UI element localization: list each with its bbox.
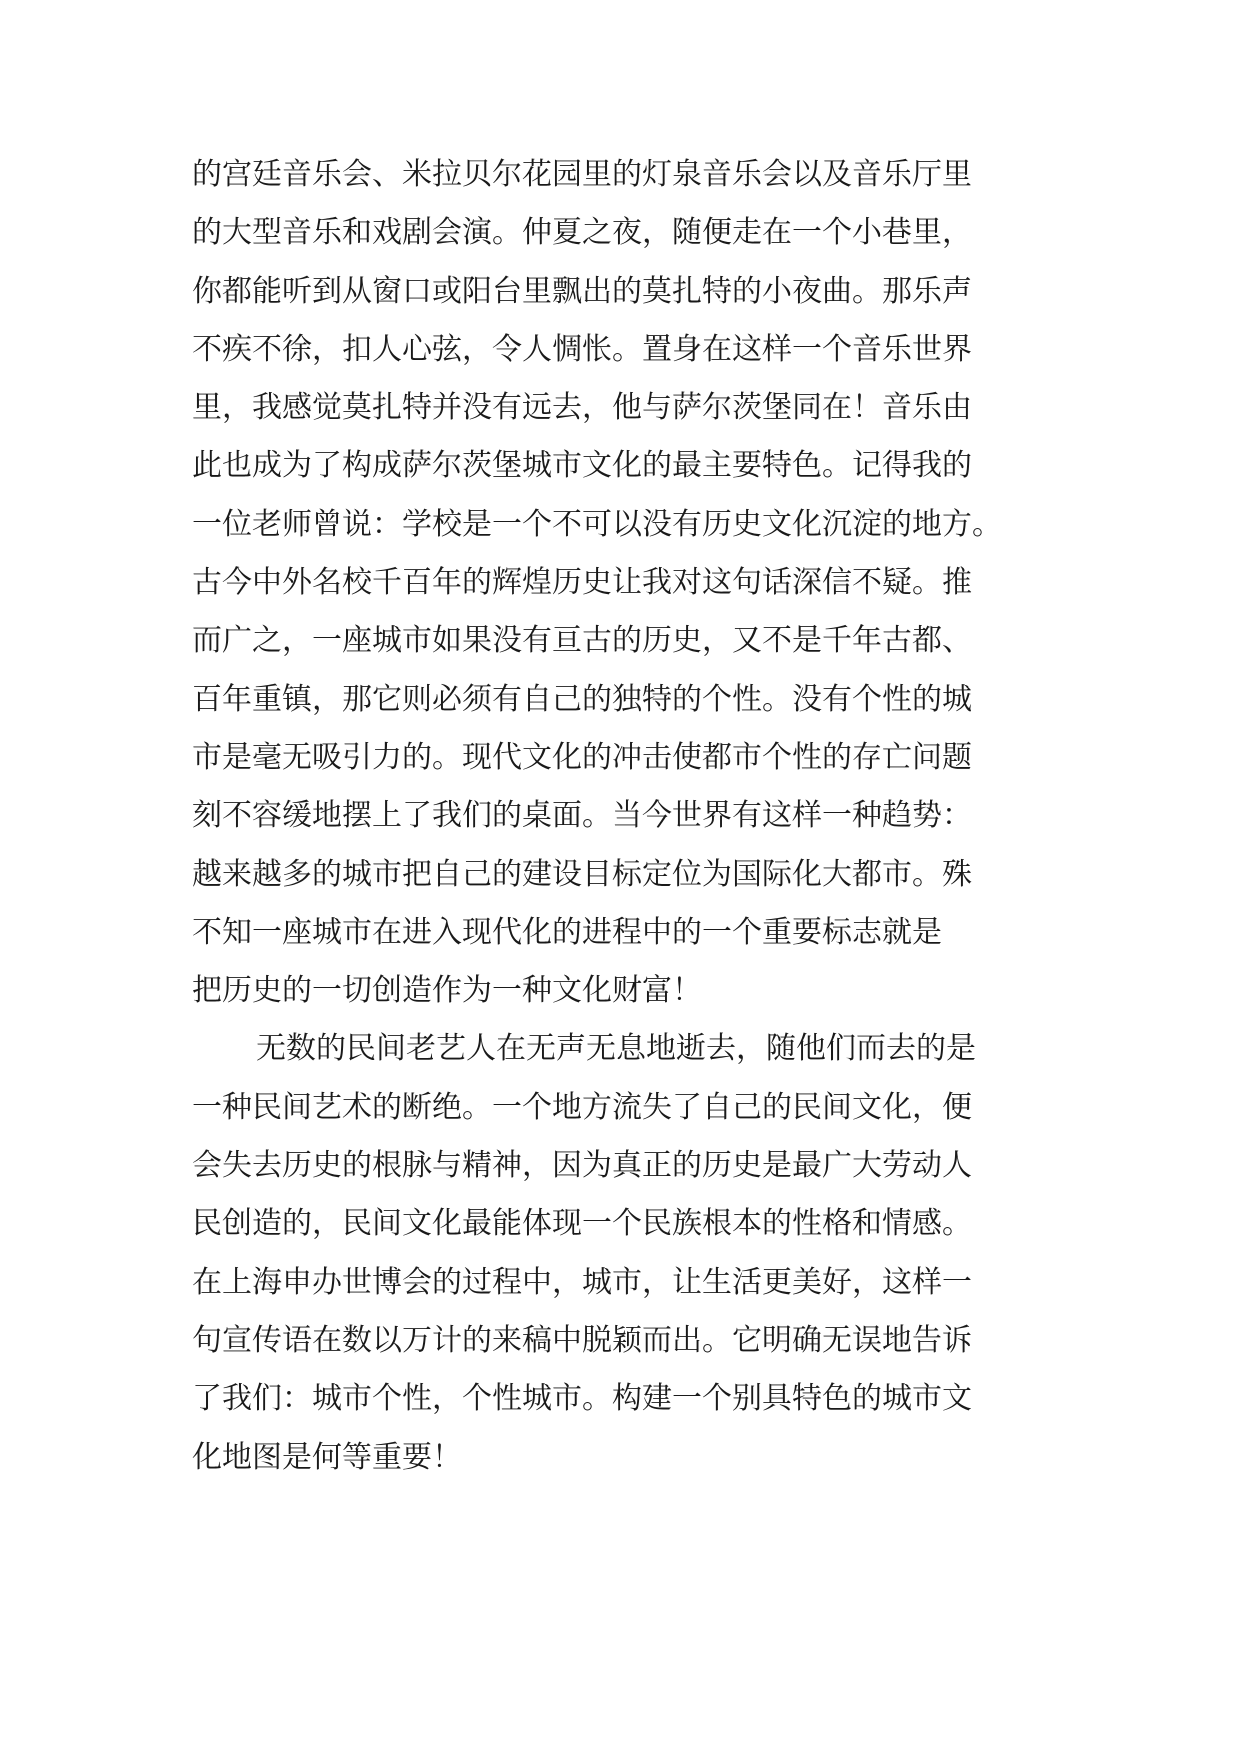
body-text — [192, 158, 1052, 1499]
text-line: 句宣传语在数以万计的来稿中脱颖而出。它明确无误地告诉 — [192, 1322, 972, 1358]
text-line: 了我们：城市个性，个性城市。构建一个别具特色的城市文 — [192, 1381, 972, 1417]
text-line: 此也成为了构成萨尔茨堡城市文化的最主要特色。记得我的 — [192, 448, 972, 484]
text-line: 一位老师曾说：学校是一个不可以没有历史文化沉淀的地方。 — [192, 506, 1002, 542]
text-line: 无数的民间老艺人在无声无息地逝去，随他们而去的是 — [256, 1031, 976, 1067]
text-line: 一种民间艺术的断绝。一个地方流失了自己的民间文化，便 — [192, 1089, 972, 1125]
text-line: 市是毫无吸引力的。现代文化的冲击使都市个性的存亡问题 — [192, 739, 972, 775]
text-line: 的宫廷音乐会、米拉贝尔花园里的灯泉音乐会以及音乐厅里 — [192, 157, 972, 192]
text-line: 化地图是何等重要！ — [192, 1439, 462, 1475]
text-line: 越来越多的城市把自己的建设目标定位为国际化大都市。殊 — [192, 856, 972, 892]
text-line: 不知一座城市在进入现代化的进程中的一个重要标志就是 — [192, 914, 942, 950]
text-line: 古今中外名校千百年的辉煌历史让我对这句话深信不疑。推 — [192, 565, 972, 601]
text-line: 民创造的，民间文化最能体现一个民族根本的性格和情感。 — [192, 1206, 972, 1242]
text-line: 里，我感觉莫扎特并没有远去，他与萨尔茨堡同在！音乐由 — [192, 390, 972, 426]
text-line: 在上海申办世博会的过程中，城市，让生活更美好，这样一 — [192, 1264, 972, 1300]
text-line: 会失去历史的根脉与精神，因为真正的历史是最广大劳动人 — [192, 1148, 972, 1184]
text-line: 百年重镇，那它则必须有自己的独特的个性。没有个性的城 — [192, 681, 972, 717]
text-line: 的大型音乐和戏剧会演。仲夏之夜，随便走在一个小巷里， — [192, 215, 972, 251]
text-line: 把历史的一切创造作为一种文化财富！ — [192, 973, 702, 1009]
text-line: 不疾不徐，扣人心弦，令人惆怅。置身在这样一个音乐世界 — [192, 331, 972, 367]
text-line: 你都能听到从窗口或阳台里飘出的莫扎特的小夜曲。那乐声 — [192, 273, 972, 309]
text-line: 刻不容缓地摆上了我们的桌面。当今世界有这样一种趋势： — [192, 798, 972, 834]
text-line: 而广之，一座城市如果没有亘古的历史，又不是千年古都、 — [192, 623, 972, 659]
